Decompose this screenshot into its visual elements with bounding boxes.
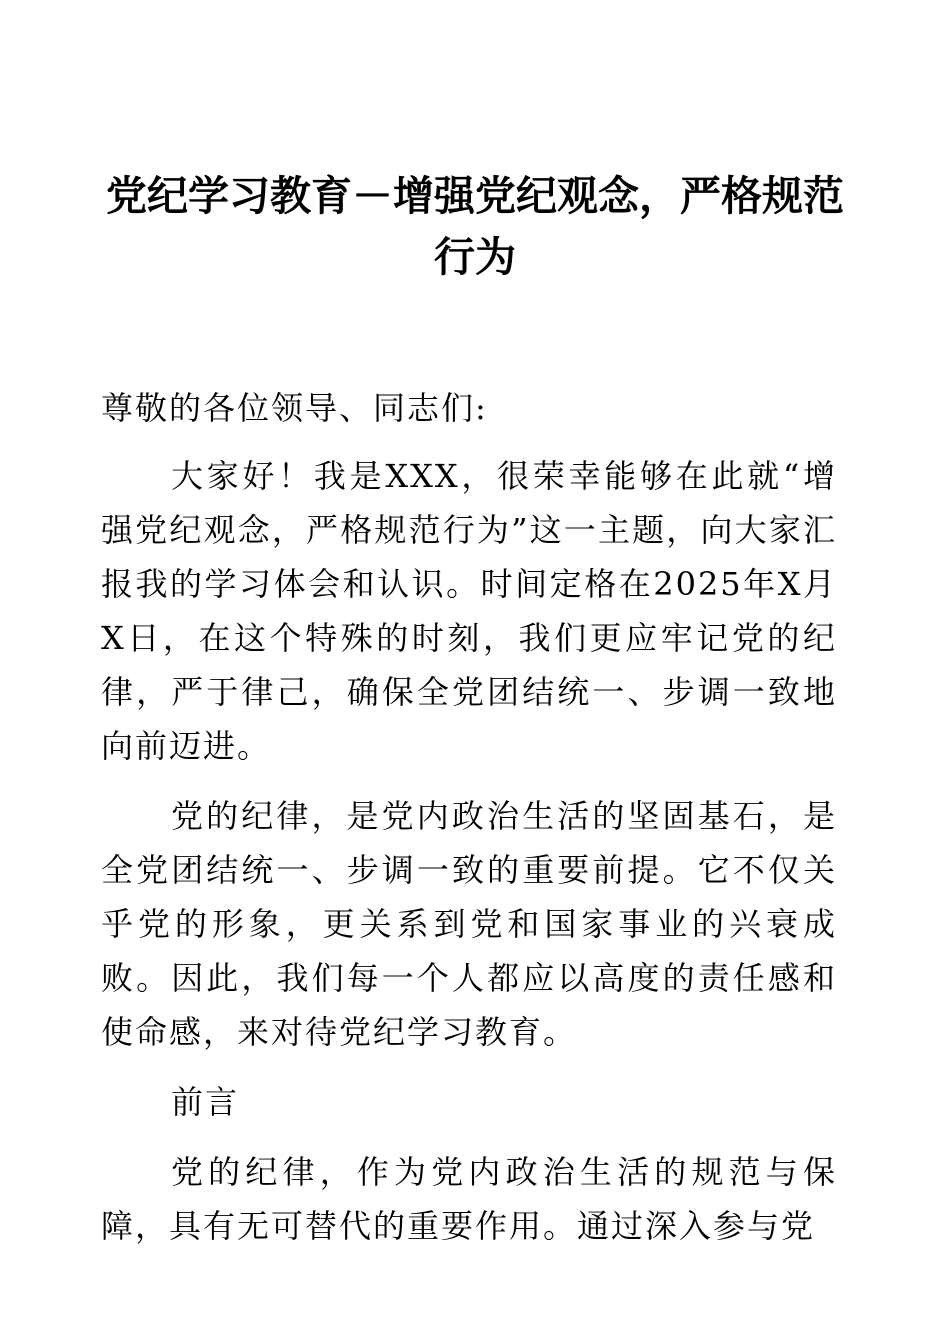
document-title: 党纪学习教育－增强党纪观念，严格规范行为	[106, 172, 844, 281]
section-heading-preface: 前言	[171, 1083, 240, 1121]
paragraph-preface: 党的纪律，作为党内政治生活的规范与保障，具有无可替代的重要作用。通过深入参与党	[101, 1153, 837, 1245]
paragraph-greeting: 大家好！我是XXX，很荣幸能够在此就“增强党纪观念，严格规范行为”这一主题，向大家汇报我的学习体会和认识。时间定格在2025年X月X日，在这个特殊的时刻，我们更应牢记党的纪律，严于律己，确保全党团结统一、步调一致地向前迈进。	[101, 457, 837, 765]
document-body	[101, 381, 837, 1269]
salutation: 尊敬的各位领导、同志们:	[101, 389, 488, 427]
paragraph-discipline: 党的纪律，是党内政治生活的坚固基石，是全党团结统一、步调一致的重要前提。它不仅关乎党的形象，更关系到党和国家事业的兴衰成败。因此，我们每一个人都应以高度的责任感和使命感，来对待党纪学习教育。	[101, 797, 837, 1051]
